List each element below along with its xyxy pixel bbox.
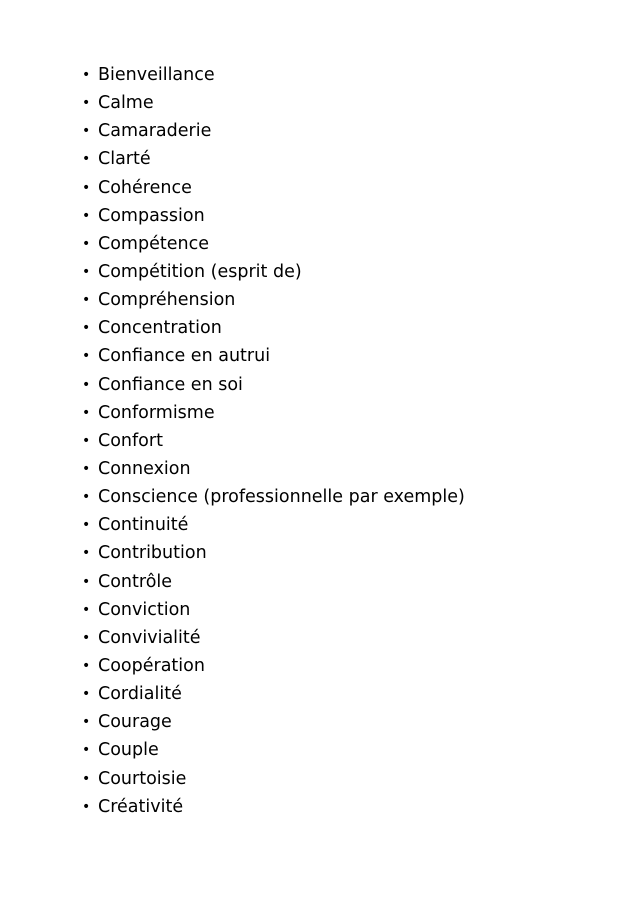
bullet-icon: • xyxy=(82,320,91,337)
list-item-text: Compassion xyxy=(98,205,205,226)
bullet-icon: • xyxy=(82,770,91,787)
bullet-icon: • xyxy=(82,235,91,252)
list-item xyxy=(82,765,465,793)
list-item-text: Courtoisie xyxy=(98,768,187,789)
list-item-text: Calme xyxy=(98,93,154,114)
list-item-text: Clarté xyxy=(98,149,151,170)
list-item-text: Couple xyxy=(98,740,159,761)
bullet-icon: • xyxy=(82,657,91,674)
list-item xyxy=(82,511,465,539)
bullet-icon: • xyxy=(82,432,91,449)
list-item xyxy=(82,652,465,680)
list-item-text: Confort xyxy=(98,430,163,451)
list-item-text: Coopération xyxy=(98,655,205,676)
list-item xyxy=(82,708,465,736)
bullet-icon: • xyxy=(82,67,91,83)
list-item xyxy=(82,342,465,370)
list-item xyxy=(82,371,465,399)
bullet-icon: • xyxy=(82,714,91,731)
list-item-text: Conscience (professionnelle par exemple) xyxy=(98,487,465,508)
list-item-text: Cordialité xyxy=(98,684,182,705)
list-item xyxy=(82,736,465,764)
list-item xyxy=(82,61,465,89)
list-item-text: Concentration xyxy=(98,318,222,339)
list-item-text: Contribution xyxy=(98,543,207,564)
bullet-icon: • xyxy=(82,151,91,168)
list-item-text: Contrôle xyxy=(98,571,173,592)
bullet-icon: • xyxy=(82,489,91,506)
bullet-icon: • xyxy=(82,573,91,590)
list-item xyxy=(82,483,465,511)
bullet-icon: • xyxy=(82,545,91,562)
list-item-text: Convivialité xyxy=(98,627,201,648)
list-item-text: Bienveillance xyxy=(98,65,215,85)
list-item xyxy=(82,174,465,202)
list-item xyxy=(82,230,465,258)
list-item xyxy=(82,539,465,567)
list-item xyxy=(82,793,465,821)
bullet-icon: • xyxy=(82,123,91,140)
bullet-icon: • xyxy=(82,348,91,365)
list-item xyxy=(82,624,465,652)
list-item-text: Confiance en autrui xyxy=(98,346,271,367)
list-item-text: Compétence xyxy=(98,233,209,254)
list-item xyxy=(82,145,465,173)
bullet-icon: • xyxy=(82,601,91,618)
list-item xyxy=(82,427,465,455)
list-item-text: Connexion xyxy=(98,458,191,479)
bullet-icon: • xyxy=(82,517,91,534)
bullet-icon: • xyxy=(82,742,91,759)
bullet-icon: • xyxy=(82,179,91,196)
bullet-icon: • xyxy=(82,95,91,112)
list-item xyxy=(82,399,465,427)
list-item-text: Conviction xyxy=(98,599,191,620)
bullet-icon: • xyxy=(82,292,91,309)
bullet-icon: • xyxy=(82,263,91,280)
bullet-icon: • xyxy=(82,798,91,815)
list-item xyxy=(82,202,465,230)
list-item-text: Créativité xyxy=(98,796,184,817)
list-item-text: Cohérence xyxy=(98,177,192,198)
values-list xyxy=(82,61,465,821)
list-item xyxy=(82,89,465,117)
list-item xyxy=(82,286,465,314)
bullet-icon: • xyxy=(82,686,91,703)
bullet-icon: • xyxy=(82,404,91,421)
bullet-icon: • xyxy=(82,629,91,646)
list-item xyxy=(82,568,465,596)
list-item xyxy=(82,314,465,342)
list-item-text: Continuité xyxy=(98,515,189,536)
bullet-icon: • xyxy=(82,376,91,393)
bullet-icon: • xyxy=(82,207,91,224)
list-item-text: Compétition (esprit de) xyxy=(98,261,302,282)
list-item xyxy=(82,455,465,483)
bullet-icon: • xyxy=(82,460,91,477)
list-item xyxy=(82,258,465,286)
list-item-text: Camaraderie xyxy=(98,121,212,142)
list-item-text: Confiance en soi xyxy=(98,374,243,395)
list-item-text: Conformisme xyxy=(98,402,215,423)
list-item xyxy=(82,596,465,624)
list-item xyxy=(82,117,465,145)
list-item-text: Courage xyxy=(98,712,172,733)
list-item-text: Compréhension xyxy=(98,290,236,311)
list-item xyxy=(82,680,465,708)
